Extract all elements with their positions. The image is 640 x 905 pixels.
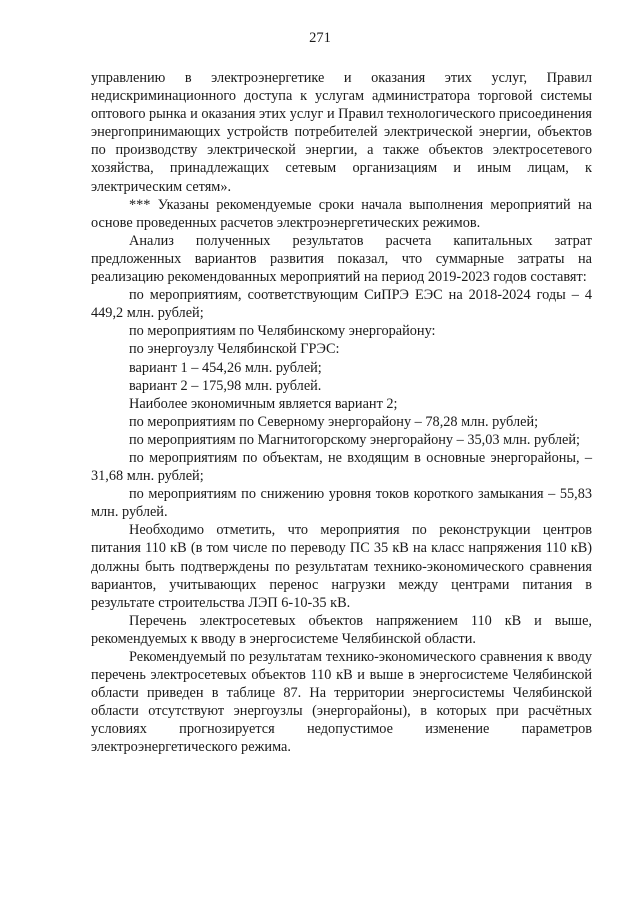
paragraph-recommended-list: Рекомендуемый по результатам технико-экономического сравнения к вводу перечень электросетевых объектов 110 кВ и выше в энергосистеме Челябинской области приведен в таблице 87. На территории энергосистемы Челябинской области отсутствуют энергоузлы (энергорайоны), в которых при расчётных условиях прогнозируется недопустимое изменение параметров электроэнергетического режима.: [91, 649, 592, 756]
paragraph-reconstruction-note: Необходимо отметить, что мероприятия по реконструкции центров питания 110 кВ (в том числе по переводу ПС 35 кВ на класс напряжения 110 кВ) должны быть подтверждены по результатам технико-экономического сравнения вариантов, учитывающих перенос нагрузки между центрами питания в результате строительства ЛЭП 6-10-35 кВ.: [91, 522, 592, 611]
paragraph-rules-continuation: управлению в электроэнергетике и оказания этих услуг, Правил недискриминационного доступа к услугам администратора торговой системы оптового рынка и оказания этих услуг и Правил технологического присоединения энергопринимающих устройств потребителей электрической энергии, объектов по производству электрической энергии, а также объектов электросетевого хозяйства, принадлежащих сетевым организациям и иным лицам, к электрическим сетям».: [91, 70, 592, 195]
list-item-short-circuit: по мероприятиям по снижению уровня токов короткого замыкания – 55,83 млн. рублей.: [91, 486, 592, 521]
paragraph-cost-analysis: Анализ полученных результатов расчета капитальных затрат предложенных вариантов развития показал, что суммарные затраты на реализацию рекомендованных мероприятий на период 2019-2023 годов составят:: [91, 232, 592, 286]
paragraph-footnote-deadlines: *** Указаны рекомендуемые сроки начала выполнения мероприятий на основе проведенных расчетов электроэнергетических режимов.: [91, 196, 592, 231]
list-item-variant-1: вариант 1 – 454,26 млн. рублей;: [129, 359, 322, 376]
list-item-chelyabinsk-district: по мероприятиям по Челябинскому энергорайону:: [129, 323, 436, 340]
page-number: 271: [309, 30, 331, 46]
list-item-magnitogorsk-district: по мероприятиям по Магнитогорскому энергорайону – 35,03 млн. рублей;: [129, 431, 581, 448]
document-body: [91, 69, 592, 757]
list-item-variant-2: вариант 2 – 175,98 млн. рублей.: [129, 377, 322, 394]
list-item-grees-node: по энергоузлу Челябинской ГРЭС:: [129, 341, 340, 358]
list-item-northern-district: по мероприятиям по Северному энергорайону – 78,28 млн. рублей;: [129, 413, 539, 430]
list-item-siprees: по мероприятиям, соответствующим СиПРЭ ЕЭС на 2018-2024 годы – 4 449,2 млн. рублей;: [91, 287, 592, 322]
list-item-most-economical: Наиболее экономичным является вариант 2;: [129, 395, 398, 412]
list-item-other-objects: по мероприятиям по объектам, не входящим в основные энергорайоны, – 31,68 млн. рублей;: [91, 449, 592, 485]
paragraph-objects-list-title: Перечень электросетевых объектов напряжением 110 кВ и выше, рекомендуемых к вводу в энергосистеме Челябинской области.: [91, 612, 592, 647]
